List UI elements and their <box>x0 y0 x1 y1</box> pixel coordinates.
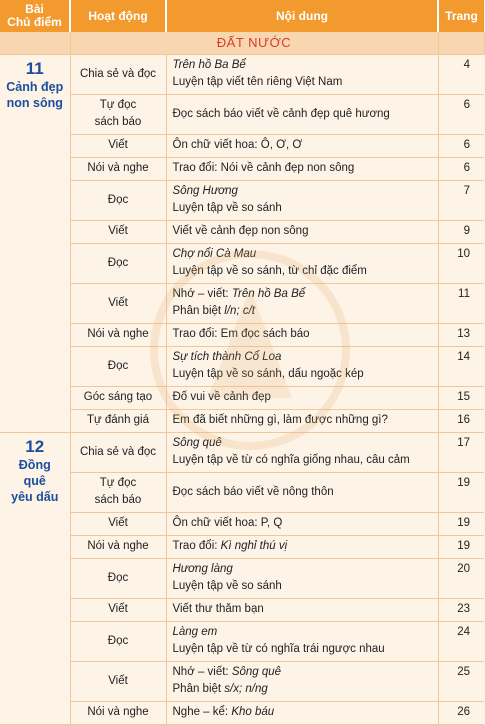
content-cell <box>166 473 438 513</box>
content-line <box>173 538 432 555</box>
content-text: Làng em <box>172 626 218 638</box>
content-text: Chợ nổi Cà Mau <box>172 248 257 260</box>
content-line <box>173 664 432 681</box>
content-text: Luyện tập về từ có nghĩa trái ngược nhau <box>172 643 385 655</box>
content-cell <box>166 347 438 387</box>
table-row <box>0 324 484 347</box>
content-line <box>173 286 432 303</box>
content-line <box>173 326 432 343</box>
theme-name: Đồng quê yêu dấu <box>11 458 59 504</box>
section-title: ĐẤT NƯỚC <box>70 32 438 55</box>
content-text: Nhớ – viết: <box>172 666 232 678</box>
content-cell <box>166 158 438 181</box>
activity-cell: Đọc <box>70 347 166 387</box>
page-number: 15 <box>438 387 484 410</box>
content-text-italic: s/x; n/ng <box>224 683 268 695</box>
activity-cell: Viết <box>70 513 166 536</box>
activity-cell: Viết <box>70 135 166 158</box>
page-number: 9 <box>438 221 484 244</box>
content-cell <box>166 599 438 622</box>
content-line <box>173 137 432 154</box>
content-line <box>173 561 432 578</box>
content-line <box>173 452 432 469</box>
content-line <box>173 223 432 240</box>
content-text: Nhớ – viết: <box>172 288 232 300</box>
activity-cell: Viết <box>70 599 166 622</box>
content-text: Đọc sách báo viết về cảnh đẹp quê hương <box>172 107 390 120</box>
activity-cell: Đọc <box>70 244 166 284</box>
content-line <box>173 349 432 366</box>
content-text: Ôn chữ viết hoa: P, Q <box>172 517 283 529</box>
content-cell <box>166 95 438 135</box>
page-number: 25 <box>438 662 484 702</box>
table-row <box>0 158 484 181</box>
page-number: 11 <box>438 284 484 324</box>
content-text: Viết thư thăm bạn <box>172 603 264 615</box>
page-number: 20 <box>438 559 484 599</box>
header-activity: Hoạt động <box>70 0 166 32</box>
table-row <box>0 536 484 559</box>
content-text: Ôn chữ viết hoa: Ô, Ơ, Ơ <box>172 139 303 151</box>
activity-cell: Tự đọc sách báo <box>70 473 166 513</box>
table-row <box>0 662 484 702</box>
content-line <box>173 641 432 658</box>
page-number: 13 <box>438 324 484 347</box>
content-line <box>173 601 432 618</box>
content-cell <box>166 181 438 221</box>
content-text: Trên hồ Ba Bể <box>172 59 246 71</box>
table-row <box>0 135 484 158</box>
table-row <box>0 433 484 473</box>
content-cell <box>166 135 438 158</box>
content-cell <box>166 55 438 95</box>
content-text: Đố vui về cảnh đẹp <box>172 391 271 403</box>
section-row <box>0 32 484 55</box>
content-text: Hương làng <box>172 563 233 575</box>
table-row <box>0 473 484 513</box>
content-cell <box>166 221 438 244</box>
page-number: 19 <box>438 536 484 559</box>
content-line <box>173 366 432 383</box>
page-number: 19 <box>438 513 484 536</box>
content-text-italic: Trên hồ Ba Bể <box>231 288 306 300</box>
page-number: 23 <box>438 599 484 622</box>
content-cell <box>166 433 438 473</box>
content-text: Sông quê <box>172 437 222 449</box>
content-line <box>173 263 432 280</box>
table-row <box>0 599 484 622</box>
content-text: Luyện tập về so sánh, từ chỉ đặc điểm <box>172 265 367 277</box>
page-number: 17 <box>438 433 484 473</box>
content-text: Sự tích thành Cổ Loa <box>172 351 282 363</box>
table-row <box>0 622 484 662</box>
activity-cell: Nói và nghe <box>70 536 166 559</box>
activity-cell: Viết <box>70 221 166 244</box>
table-row <box>0 95 484 135</box>
content-line <box>173 435 432 452</box>
content-line <box>173 57 432 74</box>
content-text: Phân biệt <box>172 305 225 317</box>
content-cell <box>166 622 438 662</box>
activity-cell: Đọc <box>70 622 166 662</box>
content-line <box>173 704 432 721</box>
content-cell <box>166 536 438 559</box>
activity-cell: Đọc <box>70 559 166 599</box>
header-content: Nội dung <box>166 0 438 32</box>
content-cell <box>166 244 438 284</box>
content-text-italic: Sông quê <box>231 666 282 678</box>
content-line <box>173 681 432 698</box>
content-text: Đọc sách báo viết về nông thôn <box>172 485 334 498</box>
page-number: 24 <box>438 622 484 662</box>
table-row <box>0 284 484 324</box>
activity-cell: Viết <box>70 284 166 324</box>
theme-name: Cảnh đẹp non sông <box>6 80 64 110</box>
table-row <box>0 55 484 95</box>
content-line <box>173 160 432 177</box>
table-row <box>0 702 484 725</box>
content-text: Luyện tập viết tên riêng Việt Nam <box>172 76 343 88</box>
page-number: 19 <box>438 473 484 513</box>
content-cell <box>166 324 438 347</box>
content-cell <box>166 513 438 536</box>
activity-cell: Viết <box>70 662 166 702</box>
table-row <box>0 513 484 536</box>
theme-number: 11 <box>25 59 44 78</box>
content-line <box>173 484 432 501</box>
content-cell <box>166 662 438 702</box>
table-row <box>0 181 484 221</box>
content-line <box>173 412 432 429</box>
content-text: Luyện tập về từ có nghĩa giống nhau, câu cảm <box>172 454 410 466</box>
content-line <box>173 74 432 91</box>
content-cell <box>166 559 438 599</box>
page-number: 26 <box>438 702 484 725</box>
content-line <box>173 106 432 123</box>
content-text: Trao đổi: Em đọc sách báo <box>172 328 310 340</box>
content-text: Viết về cảnh đẹp non sông <box>172 225 309 237</box>
content-text: Luyện tập về so sánh <box>172 202 282 214</box>
theme-number: 12 <box>25 437 45 456</box>
theme-cell <box>0 433 70 725</box>
content-line <box>173 578 432 595</box>
table-row <box>0 347 484 387</box>
table-row <box>0 410 484 433</box>
content-line <box>173 389 432 406</box>
theme-cell <box>0 55 70 433</box>
content-text: Phân biệt <box>172 683 225 695</box>
content-cell <box>166 284 438 324</box>
page-number: 4 <box>438 55 484 95</box>
page-number: 6 <box>438 135 484 158</box>
content-line <box>173 200 432 217</box>
content-line <box>173 246 432 263</box>
header-row <box>0 0 484 32</box>
page-number: 10 <box>438 244 484 284</box>
table-row <box>0 244 484 284</box>
activity-cell: Góc sáng tạo <box>70 387 166 410</box>
content-text: Nghe – kể: <box>172 706 232 718</box>
table-row <box>0 559 484 599</box>
content-cell <box>166 410 438 433</box>
content-text: Trao đổi: Nói về cảnh đẹp non sông <box>172 162 355 174</box>
content-text-italic: Kho báu <box>231 706 275 718</box>
page-number: 7 <box>438 181 484 221</box>
content-line <box>173 303 432 320</box>
content-text-italic: Kì nghỉ thú vị <box>220 540 288 552</box>
header-theme: Bài Chủ điểm <box>0 0 70 32</box>
content-text-italic: l/n; c/t <box>224 305 255 317</box>
page-number: 6 <box>438 158 484 181</box>
content-text: Luyện tập về so sánh <box>172 580 282 592</box>
content-line <box>173 515 432 532</box>
content-cell <box>166 702 438 725</box>
table-row <box>0 387 484 410</box>
activity-cell: Chia sẻ và đọc <box>70 55 166 95</box>
content-text: Trao đổi: <box>172 540 221 552</box>
page-number: 16 <box>438 410 484 433</box>
activity-cell: Đọc <box>70 181 166 221</box>
activity-cell: Chia sẻ và đọc <box>70 433 166 473</box>
content-line <box>173 183 432 200</box>
content-text: Em đã biết những gì, làm được những gì? <box>172 414 388 426</box>
content-line <box>173 624 432 641</box>
page-number: 6 <box>438 95 484 135</box>
activity-cell: Tự đánh giá <box>70 410 166 433</box>
activity-cell: Nói và nghe <box>70 158 166 181</box>
page-number: 14 <box>438 347 484 387</box>
activity-cell: Nói và nghe <box>70 702 166 725</box>
activity-cell: Tự đọc sách báo <box>70 95 166 135</box>
content-cell <box>166 387 438 410</box>
header-page: Trang <box>438 0 484 32</box>
content-text: Sông Hương <box>172 185 238 197</box>
content-text: Luyện tập về so sánh, dấu ngoặc kép <box>172 368 364 380</box>
table-row <box>0 221 484 244</box>
activity-cell: Nói và nghe <box>70 324 166 347</box>
